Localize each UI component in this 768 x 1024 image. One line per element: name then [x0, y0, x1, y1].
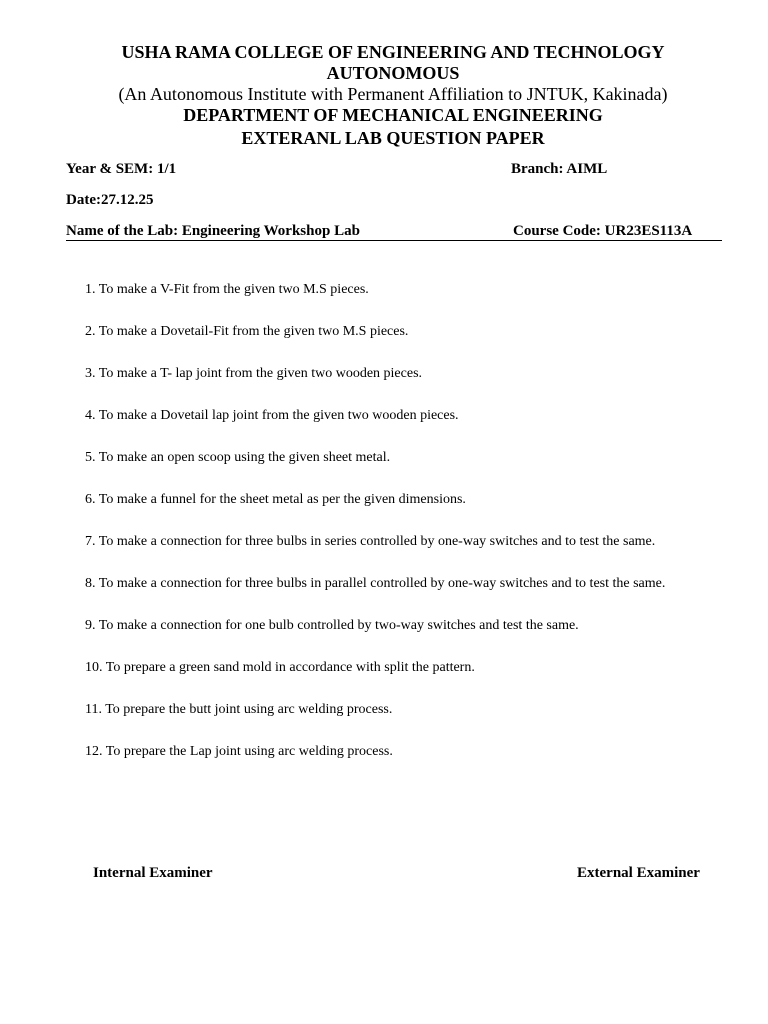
paper-title: EXTERANL LAB QUESTION PAPER [241, 128, 545, 148]
college-name: USHA RAMA COLLEGE OF ENGINEERING AND TECHNOLOGY [121, 42, 665, 62]
lab-name: Name of the Lab: Engineering Workshop Lab [66, 223, 360, 239]
internal-examiner-signature: Internal Examiner [93, 865, 213, 881]
question-item: 7. To make a connection for three bulbs in series controlled by one-way switches and to test the same. [85, 534, 656, 549]
header-divider [66, 240, 722, 241]
document-header [0, 42, 768, 147]
question-item: 6. To make a funnel for the sheet metal as per the given dimensions. [85, 492, 466, 507]
question-item: 12. To prepare the Lap joint using arc welding process. [85, 744, 393, 759]
question-item: 8. To make a connection for three bulbs in parallel controlled by one-way switches and to test the same. [85, 576, 666, 591]
department-name: DEPARTMENT OF MECHANICAL ENGINEERING [183, 105, 603, 125]
question-item: 1. To make a V-Fit from the given two M.S pieces. [85, 282, 369, 297]
autonomous-status: AUTONOMOUS [326, 63, 460, 83]
external-examiner-signature: External Examiner [577, 865, 700, 881]
year-sem: Year & SEM: 1/1 [66, 161, 177, 177]
question-item: 3. To make a T- lap joint from the given two wooden pieces. [85, 366, 423, 381]
branch: Branch: AIML [511, 161, 608, 177]
exam-date: Date:27.12.25 [66, 192, 154, 208]
question-item: 5. To make an open scoop using the given sheet metal. [85, 450, 391, 465]
question-item: 2. To make a Dovetail-Fit from the given two M.S pieces. [85, 324, 409, 339]
question-item: 4. To make a Dovetail lap joint from the given two wooden pieces. [85, 408, 459, 423]
question-item: 9. To make a connection for one bulb controlled by two-way switches and test the same. [85, 618, 579, 633]
course-code: Course Code: UR23ES113A [513, 223, 693, 239]
affiliation-line: (An Autonomous Institute with Permanent Affiliation to JNTUK, Kakinada) [118, 84, 668, 104]
question-item: 11. To prepare the butt joint using arc welding process. [85, 702, 393, 717]
question-item: 10. To prepare a green sand mold in accordance with split the pattern. [85, 660, 475, 675]
question-list [85, 282, 665, 786]
